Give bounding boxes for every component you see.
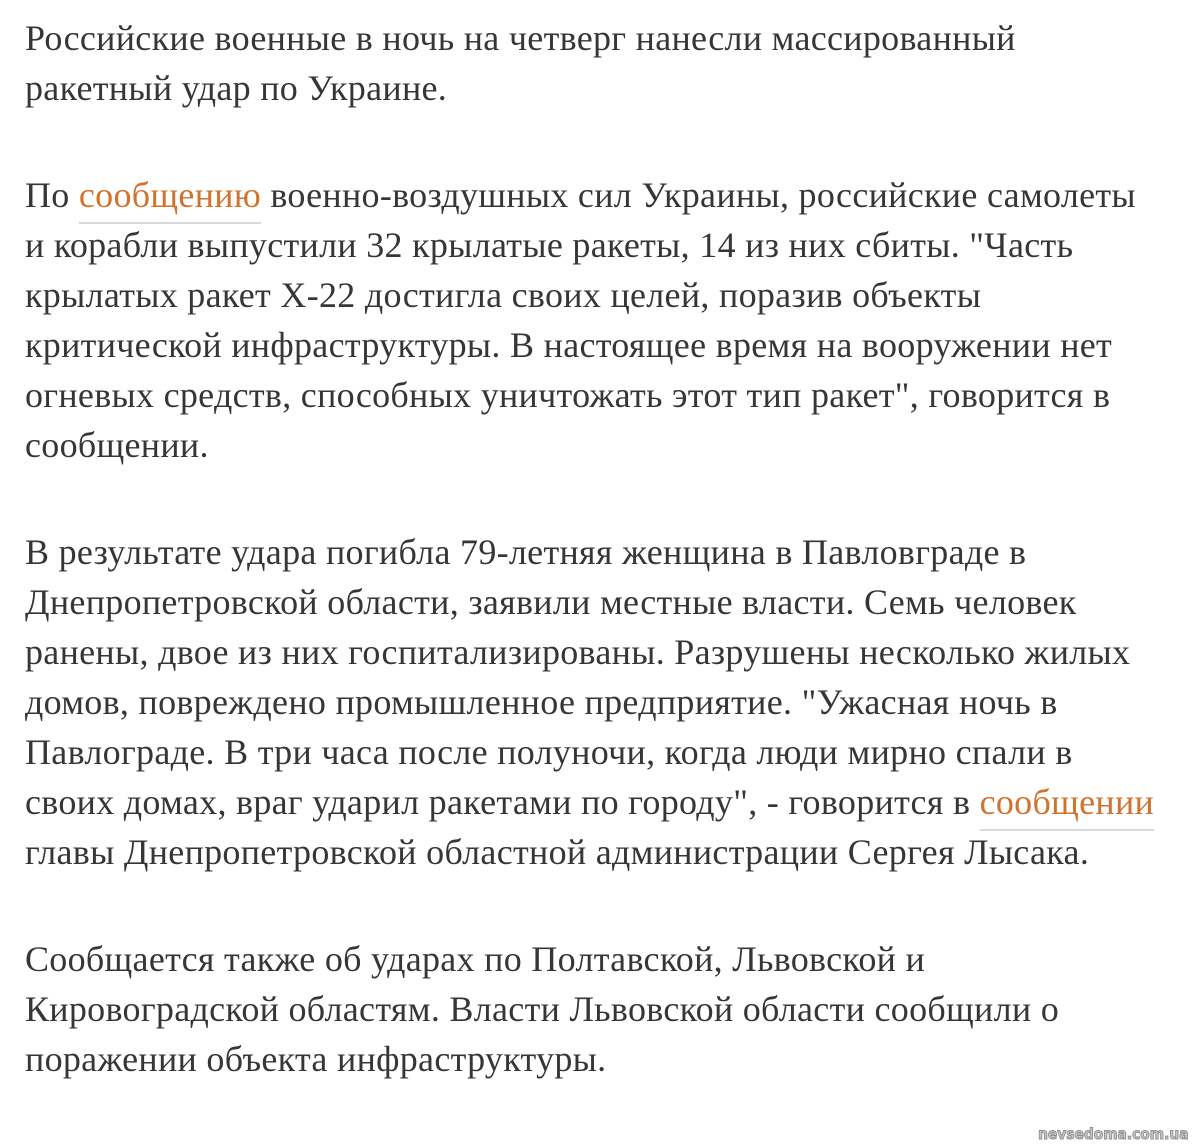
paragraph-text: В результате удара погибла 79-летняя женщина в Павловграде в Днепропетровской области, заявили местные власти. Семь человек ранены, двое из них госпитализированы. Разрушены несколько жилых домов, повреждено промышленное предприятие. "Ужасная ночь в Павлограде. В три часа после полуночи, когда люди мирно спали в своих домах, враг ударил ракетами по городу", - говорится в xyxy=(25,532,1131,822)
article-paragraphs xyxy=(25,13,1162,1084)
paragraph-text: Сообщается также об ударах по Полтавской, Львовской и Кировоградской областям. Власти Львовской области сообщили о поражении объекта инфраструктуры. xyxy=(25,939,1059,1079)
inline-link-p3[interactable]: сообщении xyxy=(980,782,1155,831)
watermark-text: nevsedoma.com.ua xyxy=(1038,1125,1189,1143)
paragraph-text: По xyxy=(25,175,79,215)
paragraph-4 xyxy=(25,934,1157,1084)
paragraph-text: военно-воздушных сил Украины, российские самолеты и корабли выпустили 32 крылатые ракеты, 14 из них сбиты. "Часть крылатых ракет Х-22 достигла своих целей, поразив объекты критической инфраструктуры. В настоящее время на вооружении нет огневых средств, способных уничтожать этот тип ракет", говорится в сообщении. xyxy=(25,175,1136,465)
inline-link-p2[interactable]: сообщению xyxy=(79,175,261,224)
paragraph-1 xyxy=(25,13,1157,113)
paragraph-text: главы Днепропетровской областной администрации Сергея Лысака. xyxy=(25,832,1090,872)
paragraph-3 xyxy=(25,527,1157,877)
paragraph-text: Российские военные в ночь на четверг нанесли массированный ракетный удар по Украине. xyxy=(25,18,1016,108)
paragraph-2 xyxy=(25,170,1157,470)
